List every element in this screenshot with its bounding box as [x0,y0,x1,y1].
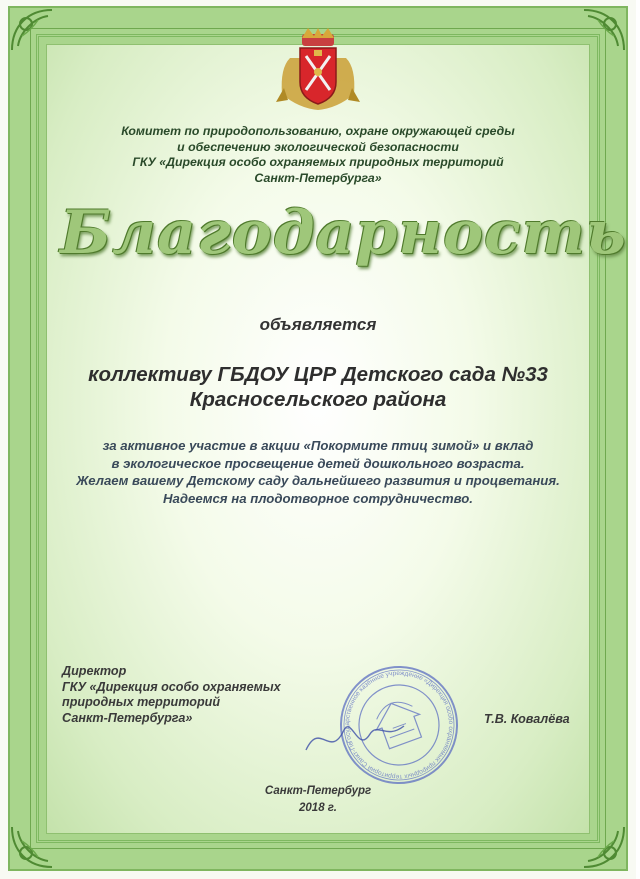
handwritten-signature [300,700,410,770]
reason-line: Надеемся на плодотворное сотрудничество. [163,490,473,506]
saint-petersburg-coat-of-arms-icon [268,28,368,112]
reason-text [60,437,576,507]
reason-line: в экологическое просвещение детей дошкольного возраста. [111,455,525,471]
signature-block [62,664,322,726]
signer-org: природных территорий [62,695,221,709]
year: 2018 г. [299,802,337,814]
certificate-title: Благодарность [60,198,627,268]
reason-line: Желаем вашему Детскому саду дальнейшего развития и процветания. [76,473,560,488]
signer-role: Директор [62,664,127,678]
recipient-line: Красносельского района [189,388,447,411]
reason-line: за активное участие в акции «Покормите птиц зимой» и вклад [102,438,534,453]
stamp-ring-text: Государственное казённое учреждение «Дирекция особо охраняемых природных территорий Санкт-Петербурга» [343,669,455,781]
place-and-date [60,783,576,817]
issuer-header [60,124,576,186]
header-line: Комитет по природопользованию, охране окружающей среды [121,124,515,138]
signer-org: Санкт-Петербурга» [62,710,193,725]
header-line: Санкт-Петербурга» [254,170,382,185]
header-line: ГКУ «Дирекция особо охраняемых природных территорий [132,155,504,169]
header-line: и обеспечению экологической безопасности [177,139,459,154]
recipient [60,362,576,412]
announce-text: объявляется [259,315,377,334]
city: Санкт-Петербург [264,785,372,797]
signer-org: ГКУ «Дирекция особо охраняемых [62,679,281,694]
recipient-line: коллективу ГБДОУ ЦРР Детского сада №33 [88,363,548,386]
signer-name: Т.В. Ковалёва [484,712,570,726]
